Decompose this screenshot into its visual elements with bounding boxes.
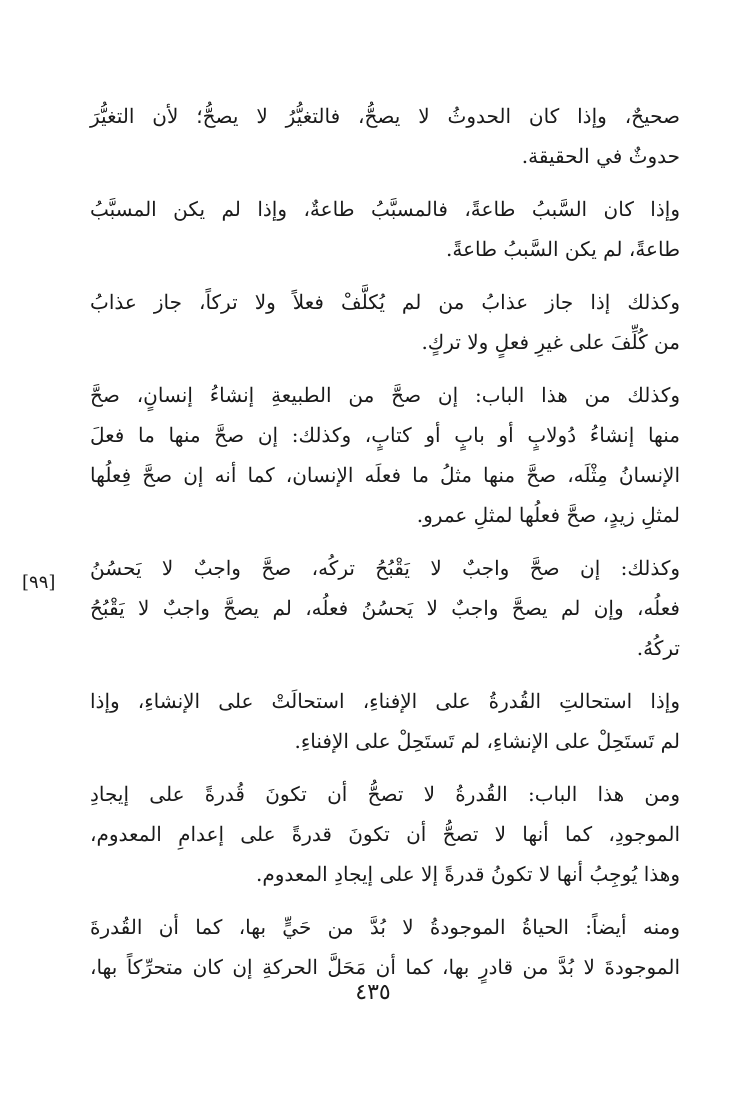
paragraph-5 [90, 548, 680, 668]
paragraph-6 [90, 681, 680, 761]
text-line: وكذلك إذا جاز عذابُ من لم يُكلَّفْ فعلاً ولا تركاً، جاز عذابُ [90, 290, 680, 314]
text-line: صحيحٌ، وإذا كان الحدوثُ لا يصحُّ، فالتغيُّرُ لا يصحُّ؛ لأن التغيُّرَ [90, 104, 680, 128]
text-line: منها إنشاءُ دُولابٍ أو بابٍ أو كتابٍ، وكذلك: إن صحَّ منها ما فعلَ [90, 423, 680, 447]
paragraph-8 [90, 907, 680, 987]
text-line: ومنه أيضاً: الحياةُ الموجودةُ لا بُدَّ من حَيٍّ بها، كما أن القُدرةَ [90, 915, 680, 939]
margin-reference: [٩٩] [22, 572, 56, 593]
page-number: ٤٣٥ [355, 980, 391, 1005]
text-line: وإذا استحالتِ القُدرةُ على الإفناءِ، استحالَتْ على الإنشاءِ، وإذا [90, 689, 680, 713]
paragraph-4 [90, 375, 680, 535]
text-line: لمثلِ زيدٍ، صحَّ فعلُها لمثلِ عمرو. [416, 503, 680, 527]
text-line: الإنسانُ مِثْلَه، صحَّ منها مثلُ ما فعلَه الإنسان، كما أنه إن صحَّ فِعلُها [90, 463, 680, 487]
page-text [90, 96, 680, 1000]
text-line: وكذلك من هذا الباب: إن صحَّ من الطبيعةِ إنشاءُ إنسانٍ، صحَّ [90, 383, 680, 407]
text-line: الموجودِ، كما أنها لا تصحُّ أن تكونَ قدرةً على إعدامِ المعدوم، [90, 822, 680, 846]
text-line: تركُهُ. [636, 636, 680, 660]
paragraph-2 [90, 189, 680, 269]
text-line: من كُلِّفَ على غيرِ فعلٍ ولا تركٍ. [421, 330, 680, 354]
paragraph-1 [90, 96, 680, 176]
text-line: لم تَستَحِلْ على الإنشاءِ، لم تَستَحِلْ على الإفناءِ. [294, 729, 680, 753]
text-line: الموجودةَ لا بُدَّ من قادرٍ بها، كما أن مَحَلَّ الحركةِ إن كان متحرِّكاً بها، [90, 955, 680, 979]
text-line: وكذلك: إن صحَّ واجبٌ لا يَقْبُحُ تركُه، صحَّ واجبٌ لا يَحسُنُ [90, 556, 680, 580]
text-line: حدوثٌ في الحقيقة. [521, 144, 680, 168]
text-line: فعلُه، وإن لم يصحَّ واجبٌ لا يَحسُنُ فعلُه، لم يصحَّ واجبٌ لا يَقْبُحُ [90, 596, 680, 620]
text-line: وهذا يُوجِبُ أنها لا تكونُ قدرةً إلا على إيجادِ المعدوم. [255, 862, 680, 886]
paragraph-3 [90, 282, 680, 362]
text-line: ومن هذا الباب: القُدرةُ لا تصحُّ أن تكونَ قُدرةً على إيجادِ [90, 782, 680, 806]
paragraph-7 [90, 774, 680, 894]
text-line: وإذا كان السَّببُ طاعةً، فالمسبَّبُ طاعةٌ، وإذا لم يكن المسبَّبُ [90, 197, 680, 221]
text-line: طاعةً، لم يكن السَّببُ طاعةً. [446, 237, 680, 261]
